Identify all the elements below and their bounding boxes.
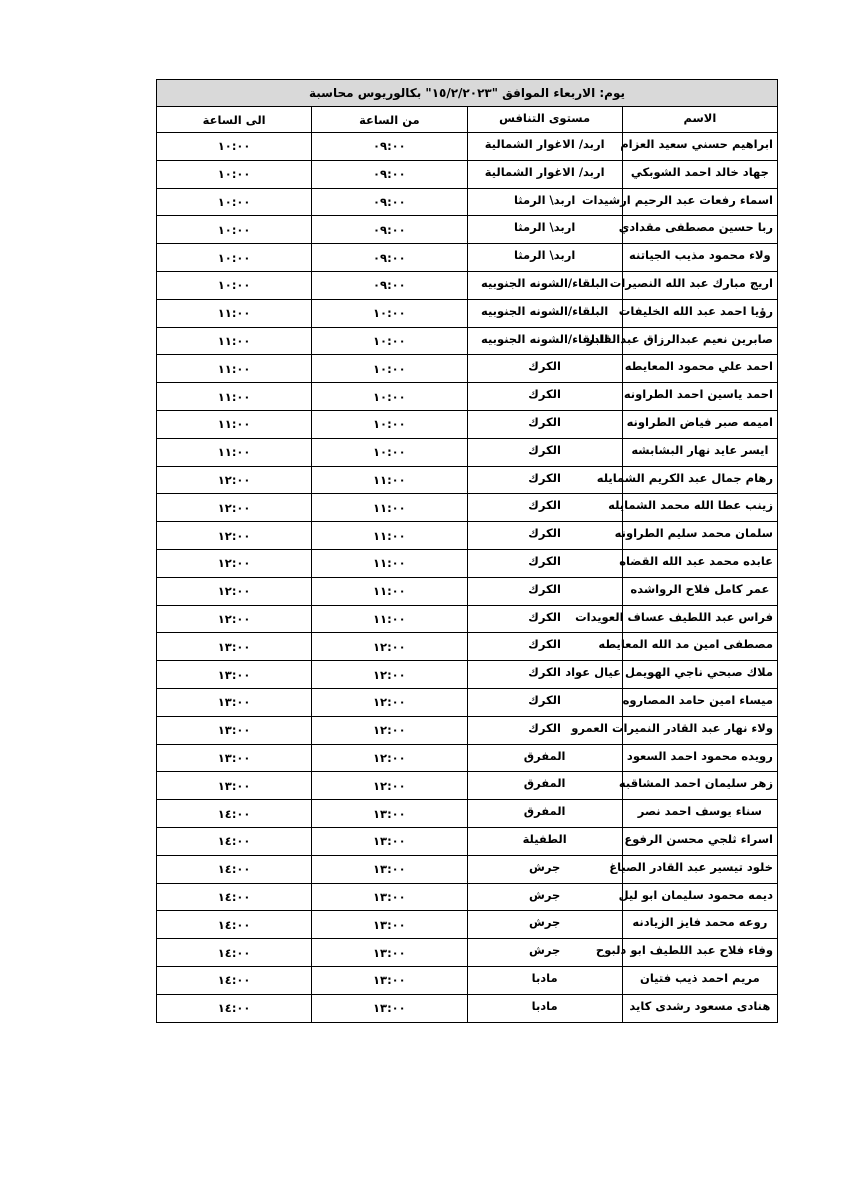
cell-to-time-cell — [157, 271, 312, 299]
cell-from-time-cell — [312, 383, 467, 411]
cell-from-time: ١٢:٠٠ — [373, 750, 406, 765]
cell-to-time: ١١:٠٠ — [217, 445, 251, 460]
cell-name: ايسر عايد نهار البشابشه — [622, 438, 777, 466]
cell-from-time-cell — [312, 438, 467, 466]
cell-level: الطفيلة — [467, 827, 622, 855]
cell-from-time: ١٢:٠٠ — [373, 723, 406, 738]
cell-to-time: ١٤:٠٠ — [217, 1001, 251, 1016]
cell-from-time: ١٣:٠٠ — [373, 945, 406, 960]
cell-from-time: ١٢:٠٠ — [373, 778, 406, 793]
cell-name: ربا حسين مصطفى مقدادي — [622, 216, 777, 244]
cell-from-time: ٠٩:٠٠ — [373, 139, 406, 154]
cell-from-time-cell — [312, 883, 467, 911]
cell-level: الكرك — [467, 494, 622, 522]
cell-to-time-cell — [157, 244, 312, 272]
header-to: الى الساعة — [157, 107, 312, 133]
cell-name: روعه محمد فايز الزيادنه — [622, 911, 777, 939]
cell-level: جرش — [467, 855, 622, 883]
cell-level: الكرك — [467, 633, 622, 661]
cell-to-time: ١٠:٠٠ — [217, 250, 251, 265]
cell-to-time: ١٢:٠٠ — [217, 584, 251, 599]
cell-from-time: ٠٩:٠٠ — [373, 222, 406, 237]
header-level: مستوى التنافس — [467, 107, 622, 133]
cell-to-time: ١٣:٠٠ — [217, 639, 251, 654]
table-row — [157, 438, 778, 466]
table-row — [157, 271, 778, 299]
table-row — [157, 160, 778, 188]
cell-from-time-cell — [312, 661, 467, 689]
table-row — [157, 577, 778, 605]
cell-level: الكرك — [467, 661, 622, 689]
cell-to-time: ١٢:٠٠ — [217, 472, 251, 487]
cell-from-time: ١٣:٠٠ — [373, 1001, 406, 1016]
table-row — [157, 549, 778, 577]
table-row — [157, 911, 778, 939]
cell-level: البلقاء/الشونه الجنوبيه — [467, 327, 622, 355]
table-row — [157, 494, 778, 522]
cell-level: الكرك — [467, 522, 622, 550]
cell-from-time: ١٣:٠٠ — [373, 834, 406, 849]
table-row — [157, 216, 778, 244]
cell-to-time-cell — [157, 772, 312, 800]
cell-from-time: ٠٩:٠٠ — [373, 278, 406, 293]
cell-to-time-cell — [157, 549, 312, 577]
cell-from-time-cell — [312, 939, 467, 967]
cell-to-time: ١٤:٠٠ — [217, 834, 251, 849]
cell-from-time: ١٣:٠٠ — [373, 806, 406, 821]
cell-from-time-cell — [312, 577, 467, 605]
cell-from-time-cell — [312, 188, 467, 216]
table-row — [157, 800, 778, 828]
cell-to-time-cell — [157, 160, 312, 188]
cell-from-time-cell — [312, 522, 467, 550]
cell-level: الكرك — [467, 383, 622, 411]
cell-to-time-cell — [157, 577, 312, 605]
cell-name: زينب عطا الله محمد الشمايله — [622, 494, 777, 522]
cell-level: الكرك — [467, 549, 622, 577]
table-row — [157, 966, 778, 994]
schedule-table — [156, 79, 778, 1023]
cell-to-time-cell — [157, 410, 312, 438]
table-row — [157, 133, 778, 161]
cell-to-time-cell — [157, 522, 312, 550]
cell-from-time-cell — [312, 327, 467, 355]
cell-from-time-cell — [312, 716, 467, 744]
cell-name: ولاء محمود مذيب الجياتنه — [622, 244, 777, 272]
cell-name: هنادى مسعود رشدى كايد — [622, 994, 777, 1022]
cell-from-time-cell — [312, 605, 467, 633]
cell-from-time: ١٠:٠٠ — [373, 445, 406, 460]
cell-name: احمد ياسين احمد الطراونه — [622, 383, 777, 411]
cell-to-time: ١١:٠٠ — [217, 333, 251, 348]
cell-from-time: ١١:٠٠ — [373, 611, 406, 626]
cell-name: احمد علي محمود المعايطه — [622, 355, 777, 383]
cell-from-time-cell — [312, 299, 467, 327]
cell-level: الكرك — [467, 577, 622, 605]
cell-to-time-cell — [157, 383, 312, 411]
table-row — [157, 299, 778, 327]
cell-to-time: ١٤:٠٠ — [217, 973, 251, 988]
cell-name: ملاك صبحي ناجي الهويمل عيال عواد — [622, 661, 777, 689]
cell-from-time: ١٢:٠٠ — [373, 695, 406, 710]
cell-to-time: ١١:٠٠ — [217, 417, 251, 432]
cell-to-time-cell — [157, 466, 312, 494]
cell-to-time-cell — [157, 299, 312, 327]
cell-name: اسماء رفعات عبد الرحيم ارشيدات — [622, 188, 777, 216]
cell-name: رهام جمال عبد الكريم الشمايله — [622, 466, 777, 494]
header-name: الاسم — [622, 107, 777, 133]
cell-to-time: ١٣:٠٠ — [217, 695, 251, 710]
table-row — [157, 744, 778, 772]
cell-level: اربد/ الاغوار الشمالية — [467, 160, 622, 188]
cell-to-time-cell — [157, 855, 312, 883]
cell-from-time-cell — [312, 772, 467, 800]
cell-name: رؤيا احمد عبد الله الخليفات — [622, 299, 777, 327]
cell-from-time: ١٣:٠٠ — [373, 973, 406, 988]
cell-name: رويده محمود احمد السعود — [622, 744, 777, 772]
cell-level: الكرك — [467, 438, 622, 466]
cell-name: صابرين نعيم عبدالرزاق عبدالقادر — [622, 327, 777, 355]
cell-from-time: ١٣:٠٠ — [373, 917, 406, 932]
cell-from-time: ١٠:٠٠ — [373, 306, 406, 321]
cell-from-time-cell — [312, 744, 467, 772]
cell-from-time: ١٣:٠٠ — [373, 889, 406, 904]
cell-from-time: ١٢:٠٠ — [373, 667, 406, 682]
cell-from-time: ١١:٠٠ — [373, 528, 406, 543]
cell-name: اريج مبارك عبد الله النصيرات — [622, 271, 777, 299]
cell-to-time: ١٢:٠٠ — [217, 556, 251, 571]
cell-to-time-cell — [157, 994, 312, 1022]
cell-level: الكرك — [467, 466, 622, 494]
cell-level: الكرك — [467, 688, 622, 716]
cell-from-time-cell — [312, 549, 467, 577]
cell-to-time: ١٠:٠٠ — [217, 167, 251, 182]
cell-from-time-cell — [312, 827, 467, 855]
cell-to-time-cell — [157, 494, 312, 522]
cell-to-time: ١٤:٠٠ — [217, 917, 251, 932]
cell-from-time-cell — [312, 855, 467, 883]
cell-to-time-cell — [157, 355, 312, 383]
cell-to-time: ١١:٠٠ — [217, 361, 251, 376]
cell-to-time-cell — [157, 939, 312, 967]
table-row — [157, 605, 778, 633]
cell-name: فراس عبد اللطيف عساف العويدات — [622, 605, 777, 633]
table-row — [157, 939, 778, 967]
cell-from-time: ١٠:٠٠ — [373, 389, 406, 404]
cell-name: وفاء فلاح عبد اللطيف ابو دلبوح — [622, 939, 777, 967]
cell-name: اميمه صبر فياض الطراونه — [622, 410, 777, 438]
table-row — [157, 244, 778, 272]
cell-level: اربد\ الرمثا — [467, 216, 622, 244]
cell-from-time-cell — [312, 133, 467, 161]
cell-from-time-cell — [312, 244, 467, 272]
cell-name: اسراء ثلجي محسن الرفوع — [622, 827, 777, 855]
cell-to-time-cell — [157, 188, 312, 216]
table-row — [157, 188, 778, 216]
cell-to-time: ١٤:٠٠ — [217, 806, 251, 821]
cell-name: مصطفى امين مد الله المعايطه — [622, 633, 777, 661]
cell-level: جرش — [467, 883, 622, 911]
table-row — [157, 883, 778, 911]
table-row — [157, 327, 778, 355]
table-row — [157, 827, 778, 855]
cell-level: جرش — [467, 939, 622, 967]
cell-from-time: ١١:٠٠ — [373, 584, 406, 599]
cell-from-time: ١٠:٠٠ — [373, 361, 406, 376]
title-row — [157, 80, 778, 107]
table-row — [157, 633, 778, 661]
cell-from-time: ١٠:٠٠ — [373, 333, 406, 348]
cell-from-time-cell — [312, 466, 467, 494]
header-from: من الساعة — [312, 107, 467, 133]
schedule-table-body — [157, 80, 778, 1023]
cell-level: اربد\ الرمثا — [467, 244, 622, 272]
cell-level: المفرق — [467, 744, 622, 772]
cell-to-time: ١٣:٠٠ — [217, 723, 251, 738]
cell-to-time: ١٣:٠٠ — [217, 750, 251, 765]
table-row — [157, 716, 778, 744]
cell-level: اربد/ الاغوار الشمالية — [467, 133, 622, 161]
cell-name: مريم احمد ذيب فتيان — [622, 966, 777, 994]
cell-from-time: ١١:٠٠ — [373, 556, 406, 571]
cell-from-time: ١١:٠٠ — [373, 472, 406, 487]
cell-to-time: ١٠:٠٠ — [217, 194, 251, 209]
cell-from-time: ١١:٠٠ — [373, 500, 406, 515]
cell-name: خلود تيسير عبد القادر الصباغ — [622, 855, 777, 883]
cell-to-time-cell — [157, 438, 312, 466]
table-row — [157, 772, 778, 800]
cell-to-time: ١٠:٠٠ — [217, 278, 251, 293]
cell-name: ابراهيم حسني سعيد العزام — [622, 133, 777, 161]
cell-to-time: ١٢:٠٠ — [217, 611, 251, 626]
cell-from-time: ٠٩:٠٠ — [373, 167, 406, 182]
cell-level: مادبا — [467, 966, 622, 994]
cell-to-time-cell — [157, 605, 312, 633]
cell-level: الكرك — [467, 410, 622, 438]
cell-name: سناء يوسف احمد نصر — [622, 800, 777, 828]
cell-from-time-cell — [312, 494, 467, 522]
cell-name: ديمه محمود سليمان ابو ليل — [622, 883, 777, 911]
cell-to-time-cell — [157, 883, 312, 911]
table-row — [157, 661, 778, 689]
cell-to-time-cell — [157, 966, 312, 994]
cell-from-time-cell — [312, 966, 467, 994]
table-row — [157, 994, 778, 1022]
cell-level: جرش — [467, 911, 622, 939]
cell-to-time: ١٣:٠٠ — [217, 667, 251, 682]
cell-from-time-cell — [312, 271, 467, 299]
cell-to-time: ١١:٠٠ — [217, 306, 251, 321]
cell-to-time: ١٠:٠٠ — [217, 139, 251, 154]
cell-to-time-cell — [157, 911, 312, 939]
cell-name: سلمان محمد سليم الطراونه — [622, 522, 777, 550]
cell-to-time: ١١:٠٠ — [217, 389, 251, 404]
cell-from-time: ١٢:٠٠ — [373, 639, 406, 654]
cell-from-time: ١٠:٠٠ — [373, 417, 406, 432]
header-row — [157, 107, 778, 133]
cell-to-time-cell — [157, 327, 312, 355]
cell-to-time-cell — [157, 688, 312, 716]
table-row — [157, 466, 778, 494]
cell-from-time-cell — [312, 633, 467, 661]
cell-from-time: ١٣:٠٠ — [373, 862, 406, 877]
cell-level: مادبا — [467, 994, 622, 1022]
cell-from-time: ٠٩:٠٠ — [373, 250, 406, 265]
cell-level: البلقاء/الشونه الجنوبيه — [467, 271, 622, 299]
cell-name: ميساء امين حامد المصاروه — [622, 688, 777, 716]
cell-to-time: ١٤:٠٠ — [217, 862, 251, 877]
cell-level: اربد\ الرمثا — [467, 188, 622, 216]
cell-name: جهاد خالد احمد الشوبكي — [622, 160, 777, 188]
cell-to-time-cell — [157, 800, 312, 828]
schedule-title: يوم: الاربعاء الموافق "١٥/٢/٢٠٢٣" بكالوريوس محاسبة — [157, 80, 778, 107]
cell-to-time-cell — [157, 133, 312, 161]
cell-name: زهر سليمان احمد المشاقبه — [622, 772, 777, 800]
table-row — [157, 522, 778, 550]
cell-to-time-cell — [157, 827, 312, 855]
cell-name: عمر كامل فلاح الرواشده — [622, 577, 777, 605]
cell-to-time-cell — [157, 716, 312, 744]
table-row — [157, 355, 778, 383]
table-row — [157, 855, 778, 883]
cell-to-time: ١٠:٠٠ — [217, 222, 251, 237]
cell-from-time-cell — [312, 800, 467, 828]
cell-to-time: ١٤:٠٠ — [217, 889, 251, 904]
cell-level: المفرق — [467, 772, 622, 800]
table-row — [157, 688, 778, 716]
cell-level: البلقاء/الشونه الجنوبيه — [467, 299, 622, 327]
cell-from-time: ٠٩:٠٠ — [373, 194, 406, 209]
cell-from-time-cell — [312, 994, 467, 1022]
cell-from-time-cell — [312, 216, 467, 244]
cell-from-time-cell — [312, 355, 467, 383]
cell-from-time-cell — [312, 160, 467, 188]
cell-level: المفرق — [467, 800, 622, 828]
cell-level: الكرك — [467, 355, 622, 383]
cell-level: الكرك — [467, 605, 622, 633]
cell-to-time: ١٤:٠٠ — [217, 945, 251, 960]
cell-from-time-cell — [312, 688, 467, 716]
cell-to-time-cell — [157, 216, 312, 244]
table-row — [157, 410, 778, 438]
cell-to-time-cell — [157, 633, 312, 661]
cell-to-time-cell — [157, 744, 312, 772]
cell-level: الكرك — [467, 716, 622, 744]
cell-name: عابده محمد عبد الله القضاه — [622, 549, 777, 577]
cell-from-time-cell — [312, 911, 467, 939]
cell-to-time: ١٢:٠٠ — [217, 500, 251, 515]
cell-name: ولاء نهار عبد القادر النميرات العمرو — [622, 716, 777, 744]
cell-to-time: ١٣:٠٠ — [217, 778, 251, 793]
cell-from-time-cell — [312, 410, 467, 438]
table-row — [157, 383, 778, 411]
cell-to-time: ١٢:٠٠ — [217, 528, 251, 543]
cell-to-time-cell — [157, 661, 312, 689]
